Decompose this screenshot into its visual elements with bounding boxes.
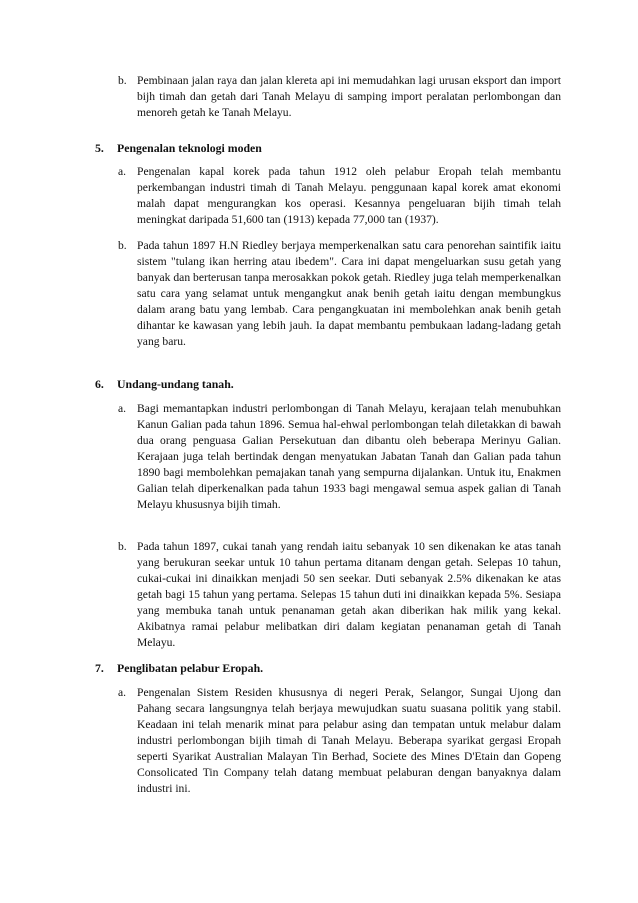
item-marker: a. <box>118 686 127 699</box>
list-item-6a <box>118 401 561 513</box>
section-title: Pengenalan teknologi moden <box>117 141 262 155</box>
item-text: Pada tahun 1897 H.N Riedley berjaya memperkenalkan satu cara penorehan saintifik iaitu sistem "tulang ikan herring atau ibedem". Cara ini dapat mengeluarkan susu getah yang banyak dan berterusan tanpa merosakkan pokok getah. Riedley juga telah memperkenalkan satu cara yang selamat untuk mengangkut anak benih getah iaitu dengan membungkus dalam arang batu yang lembab. Cara pengangkuatan ini membolehkan anak benih getah dihantar ke kawasan yang lebih jauh. Ia dapat membantu pembukaan ladang-ladang getah yang baru. <box>137 239 561 349</box>
item-text: Pembinaan jalan raya dan jalan klereta api ini memudahkan lagi urusan eksport dan import bijh timah dan getah dari Tanah Melayu di samping import peralatan perlombongan dan menoreh getah ke Tanah Melayu. <box>137 74 561 120</box>
item-text: Pengenalan Sistem Residen khususnya di negeri Perak, Selangor, Sungai Ujong dan Pahang secara langsungnya telah berjaya mewujudkan suatu suasana politik yang stabil. Keadaan ini telah menarik minat para pelabur asing dan tempatan untuk melabur dalam industri perlombongan bijih timah di Tanah Melayu. Beberapa syarikat gergasi Eropah seperti Syarikat Australian Malayan Tin Berhad, Societe des Mines D'Etain dan Gopeng Consolicated Tin Company telah datang membuat pelaburan dengan banyaknya dalam industri ini. <box>137 686 561 796</box>
list-item-top-b <box>118 73 561 121</box>
section-number: 7. <box>95 661 104 675</box>
list-item-7a <box>118 685 561 797</box>
item-text: Bagi memantapkan industri perlombongan di Tanah Melayu, kerajaan telah menubuhkan Kanun Galian pada tahun 1896. Semua hal-ehwal perlombongan telah diletakkan di bawah dua orang penguasa Galian Persekutuan dan dibantu oleh beberapa Merinyu Galian. Kerajaan juga telah bertindak dengan menyatukan Jabatan Tanah dan Galian pada tahun 1890 bagi membolehkan pemajakan tanah yang sempurna dijalankan. Untuk itu, Enakmen Galian telah diperkenalkan pada tahun 1933 bagi mengawal semua aspek galian di Tanah Melayu khususnya bijih timah. <box>137 402 561 512</box>
list-item-5a <box>118 164 561 228</box>
item-marker: b. <box>118 74 127 87</box>
section-title: Penglibatan pelabur Eropah. <box>117 661 264 675</box>
list-item-6b <box>118 539 561 651</box>
item-marker: b. <box>118 540 127 553</box>
item-text: Pengenalan kapal korek pada tahun 1912 oleh pelabur Eropah telah membantu perkembangan industri timah di Tanah Melayu. penggunaan kapal korek amat ekonomi malah dapat mengurangkan kos operasi. Kesannya pengeluaran bijih timah telah meningkat daripada 51,600 tan (1913) kepada 77,000 tan (1937). <box>137 165 561 227</box>
section-title: Undang-undang tanah. <box>117 377 234 391</box>
section-number: 6. <box>95 377 104 391</box>
item-text: Pada tahun 1897, cukai tanah yang rendah iaitu sebanyak 10 sen dikenakan ke atas tanah yang berukuran seekar untuk 10 tahun pertama ditanam dengan getah. Selepas 10 tahun, cukai-cukai ini dinaikkan menjadi 50 sen seekar. Duti sebanyak 2.5% dikenakan ke atas getah bagi 15 tahun yang pertama. Selepas 15 tahun duti ini dinaikkan kepada 5%. Sesiapa yang membuka tanah untuk penanaman getah akan diberikan hak milik yang kekal. Akibatnya ramai pelabur melibatkan diri dalam kegiatan penanaman getah di Tanah Melayu. <box>137 540 561 650</box>
item-marker: a. <box>118 402 127 415</box>
list-item-5b <box>118 238 561 350</box>
item-marker: b. <box>118 239 127 252</box>
section-number: 5. <box>95 141 104 155</box>
item-marker: a. <box>118 165 127 178</box>
